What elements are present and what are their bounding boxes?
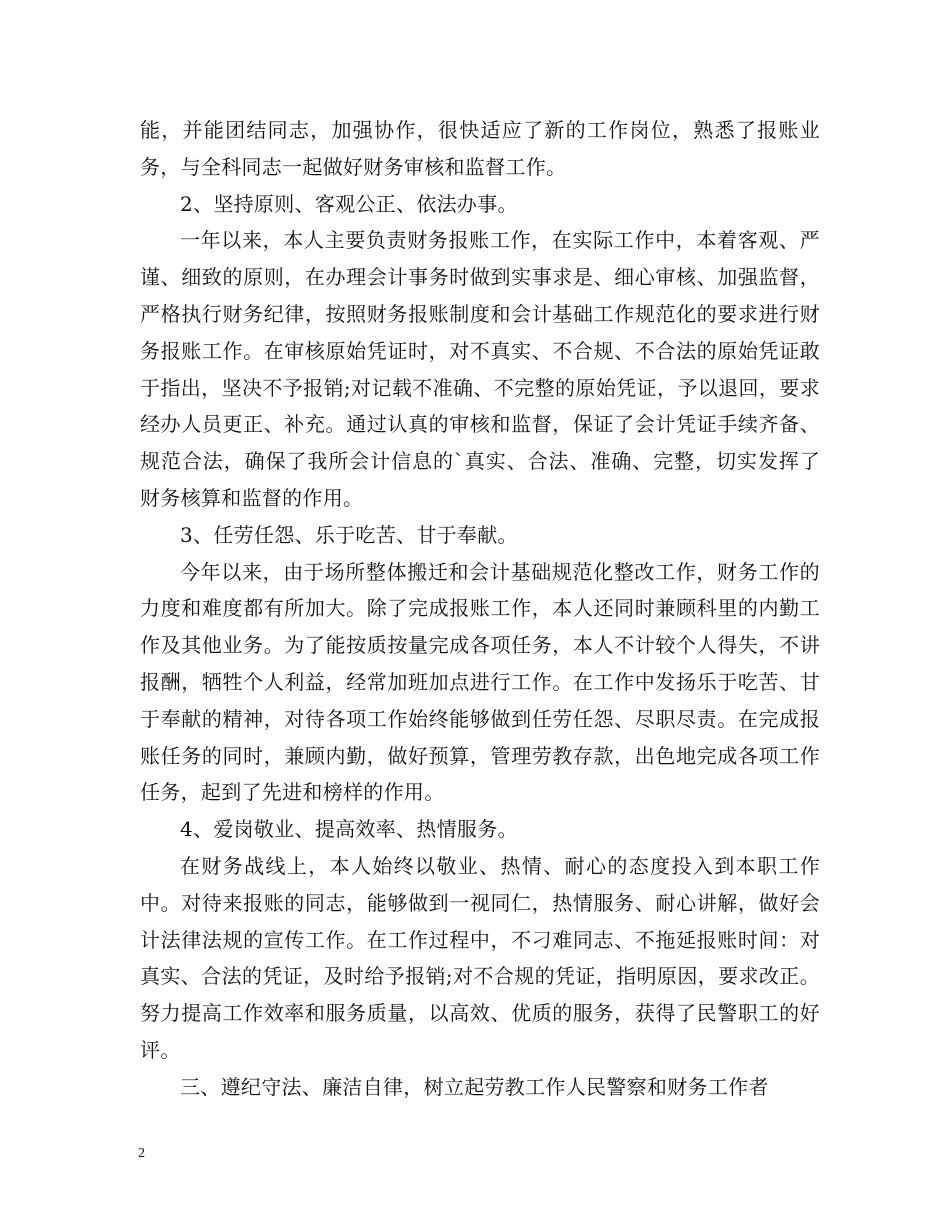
paragraph-continuation: 能，并能团结同志，加强协作，很快适应了新的工作岗位，熟悉了报账业务，与全科同志一起做好财务审核和监督工作。	[140, 118, 820, 179]
section-heading-2: 2、坚持原则、客观公正、依法办事。	[180, 191, 518, 216]
page-number: 2	[138, 1146, 145, 1161]
section-heading-three: 三、遵纪守法、廉洁自律，树立起劳教工作人民警察和财务工作者	[180, 1074, 769, 1099]
section-heading-4: 4、爱岗敬业、提高效率、热情服务。	[180, 817, 518, 842]
paragraph: 一年以来，本人主要负责财务报账工作，在实际工作中，本着客观、严谨、细致的原则，在办理会计事务时做到实事求是、细心审核、加强监督，严格执行财务纪律，按照财务报账制度和会计基础工作规范化的要求进行财务报账工作。在审核原始凭证时，对不真实、不合规、不合法的原始凭证敢于指出，坚决不予报销;对记载不准确、不完整的原始凭证，予以退回，要求经办人员更正、补充。通过认真的审核和监督，保证了会计凭证手续齐备、规范合法，确保了我所会计信息的`真实、合法、准确、完整，切实发挥了财务核算和监督的作用。	[140, 228, 820, 510]
section-heading-3: 3、任劳任怨、乐于吃苦、甘于奉献。	[180, 522, 518, 547]
paragraph: 今年以来，由于场所整体搬迁和会计基础规范化整改工作，财务工作的力度和难度都有所加大。除了完成报账工作，本人还同时兼顾科里的内勤工作及其他业务。为了能按质按量完成各项任务，本人不计较个人得失，不讲报酬，牺牲个人利益，经常加班加点进行工作。在工作中发扬乐于吃苦、甘于奉献的精神，对待各项工作始终能够做到任劳任怨、尽职尽责。在完成报账任务的同时，兼顾内勤，做好预算，管理劳教存款，出色地完成各项工作任务，起到了先进和榜样的作用。	[140, 559, 820, 805]
document-body	[140, 112, 820, 1106]
paragraph: 在财务战线上，本人始终以敬业、热情、耐心的态度投入到本职工作中。对待来报账的同志，能够做到一视同仁，热情服务、耐心讲解，做好会计法律法规的宣传工作。在工作过程中，不刁难同志、不拖延报账时间：对真实、合法的凭证，及时给予报销;对不合规的凭证，指明原因，要求改正。努力提高工作效率和服务质量，以高效、优质的服务，获得了民警职工的好评。	[140, 853, 820, 1062]
